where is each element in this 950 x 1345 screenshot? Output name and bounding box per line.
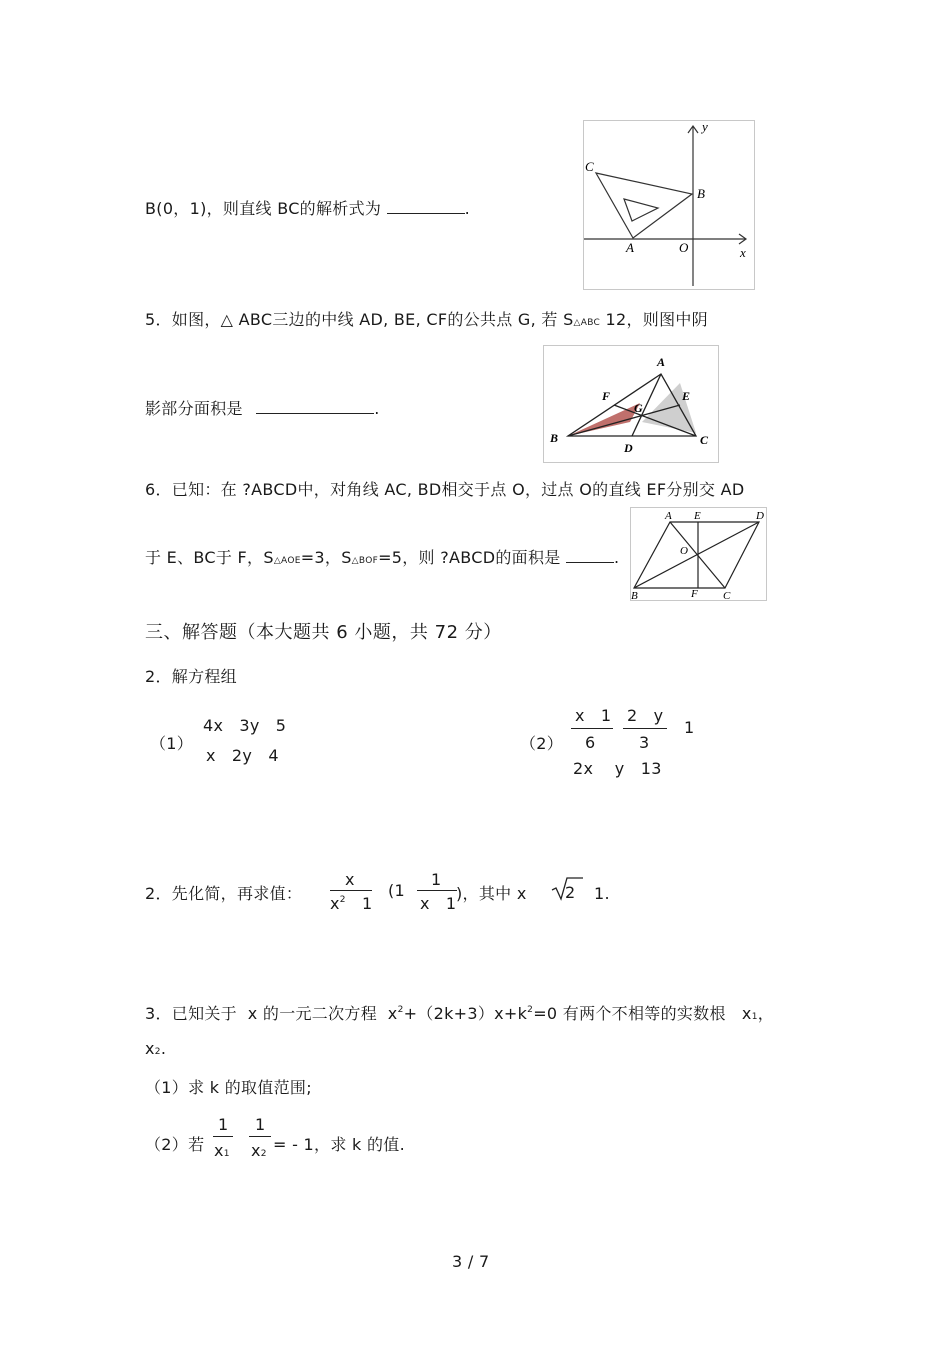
q6-line2-c: =5，则 ?ABCD的面积是 [378, 548, 561, 567]
p3-fraction-bar-b [249, 1136, 271, 1137]
p3-line2 [145, 1039, 166, 1058]
p2-pre: 2．先化简，再求值： [145, 884, 303, 903]
p3-fa-den-sub: 1 [223, 1149, 230, 1159]
q5-line1 [145, 307, 708, 330]
p2-f1-den-a: x [330, 894, 340, 913]
q6-label-O: O [680, 545, 688, 557]
p2-fraction-bar-1 [330, 890, 372, 891]
p2-f2-num: 1 [431, 870, 442, 889]
q5-label-F: F [602, 389, 611, 403]
p1-sys2-d2: 3 [639, 733, 650, 752]
p2-f1-den [330, 894, 372, 913]
p1-sys1-eq2: x 2y 4 [206, 746, 279, 765]
p3-fa-den [214, 1141, 230, 1160]
p3-fa-num: 1 [218, 1115, 229, 1134]
q4-label-O: O [679, 240, 689, 255]
q5-period: . [374, 399, 380, 418]
q6-line2-b: =3，S [300, 548, 352, 567]
q5-label-D: D [624, 441, 633, 455]
p1-sys2-label: （2） [520, 734, 564, 753]
p2-post: )，其中 x [456, 884, 527, 903]
q5-figure [543, 345, 719, 463]
q6-figure [630, 507, 767, 601]
q6-label-C: C [723, 590, 731, 600]
q4-label-A: A [626, 240, 634, 255]
q4-statement: B(0，1)，则直线 BC的解析式为 [145, 199, 382, 218]
q6-line2-a: 于 E、BC于 F，S [145, 548, 274, 567]
q6-line2 [145, 545, 619, 568]
p3-part1: （1）求 k 的取值范围; [145, 1078, 312, 1097]
q5-line2 [145, 396, 380, 419]
q4-figure [583, 120, 755, 290]
p3-fraction-bar-a [213, 1136, 233, 1137]
q5-line1-post: 12，则图中阴 [600, 310, 708, 329]
p1-sys1-label: （1） [150, 734, 194, 753]
p3-fa-den-x: x [214, 1141, 224, 1160]
q5-label-E: E [682, 389, 691, 403]
p1-sys2-n1: x 1 [575, 706, 612, 725]
q6-label-E: E [694, 510, 701, 522]
p3-fb-num: 1 [255, 1115, 266, 1134]
p3-fb-den-x: x [251, 1141, 261, 1160]
p2-f1-num: x [345, 870, 355, 889]
p1-sys2-eq2: 2x y 13 [573, 759, 662, 778]
q5-label-A: A [657, 355, 666, 369]
p3-line1-d: ， [757, 1004, 775, 1023]
q6-sub1: △AOE [273, 556, 301, 566]
q5-answer-blank[interactable] [256, 399, 374, 414]
p3-line1 [145, 1001, 774, 1024]
q5-line2-text: 影部分面积是 [145, 399, 243, 418]
section-heading: 三、解答题（本大题共 6 小题，共 72 分） [145, 622, 502, 643]
q5-label-G: G [634, 401, 643, 415]
p3-line1-c: =0 有两个不相等的实数根 x [533, 1004, 752, 1023]
p3-line2-b: . [160, 1039, 167, 1058]
q4-label-B: B [697, 186, 705, 201]
p3-line2-a: x [145, 1039, 155, 1058]
p3-exp2: 2 [527, 1005, 534, 1015]
page-number: 3 / 7 [452, 1252, 490, 1271]
p1-sys2-n2: 2 y [627, 706, 664, 725]
p2-paren-open: (1 [388, 881, 406, 900]
p3-fb-den-sub: 2 [260, 1149, 267, 1159]
p2-f2-den: x 1 [420, 894, 457, 913]
p3-part2-pre: （2）若 [145, 1135, 205, 1154]
p3-line1-b: +（2k+3）x+k [403, 1004, 528, 1023]
p2-f1-den-b: 1 [345, 894, 373, 913]
q4-label-C: C [585, 159, 594, 174]
q6-answer-blank[interactable] [566, 548, 614, 563]
p2-fraction-bar-2 [417, 890, 457, 891]
p3-exp1: 2 [397, 1005, 404, 1015]
p3-line1-a: 3．已知关于 x 的一元二次方程 x [145, 1004, 398, 1023]
q4-label-x: x [740, 245, 746, 260]
p3-sub-x2: 2 [154, 1047, 161, 1057]
p2-tail: 1. [594, 884, 610, 903]
q6-label-B: B [631, 590, 638, 600]
p1-title: 2．解方程组 [145, 667, 237, 686]
p1-sys2-fraction-bar-1 [571, 728, 613, 729]
q6-sub2: △BOF [351, 556, 379, 566]
q5-subscript: △ABC [573, 318, 601, 328]
p3-fb-den [251, 1141, 267, 1160]
p2-f1-den-exp: 2 [339, 895, 346, 905]
q6-period: . [613, 548, 620, 567]
p1-sys1-eq1: 4x 3y 5 [203, 716, 287, 735]
q4-period: . [464, 199, 470, 218]
p3-part2-post: = - 1，求 k 的值. [273, 1135, 405, 1154]
q4-label-y: y [702, 121, 708, 134]
p1-sys2-rhs: 1 [684, 718, 695, 737]
q6-line1: 6．已知：在 ?ABCD中，对角线 AC, BD相交于点 O，过点 O的直线 EF分别交 AD [145, 480, 745, 499]
q6-label-A: A [665, 510, 672, 522]
q4-text [145, 196, 470, 219]
p2-sqrt-val: 2 [565, 883, 576, 902]
p3-sub-x1: 1 [751, 1012, 758, 1022]
q5-label-B: B [550, 431, 559, 445]
q5-label-C: C [700, 433, 709, 447]
q6-figure-svg [631, 508, 766, 600]
q5-line1-pre: 5．如图，△ ABC三边的中线 AD, BE, CF的公共点 G, 若 S [145, 310, 574, 329]
q4-answer-blank[interactable] [387, 199, 465, 214]
q4-figure-svg [584, 121, 754, 289]
p1-sys2-fraction-bar-2 [623, 728, 667, 729]
q6-label-D: D [756, 510, 764, 522]
p1-sys2-d1: 6 [585, 733, 596, 752]
q5-figure-svg [544, 346, 718, 462]
q6-label-F: F [691, 588, 698, 600]
